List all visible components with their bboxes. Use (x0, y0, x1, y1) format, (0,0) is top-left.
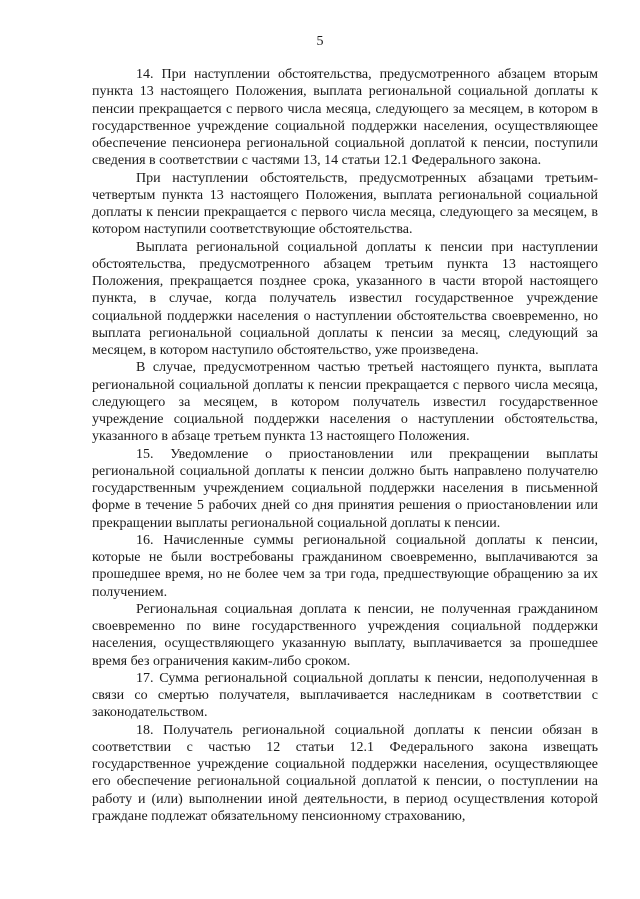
paragraph-14-part-4: В случае, предусмотренном частью третьей настоящего пункта, выплата региональной социальной доплаты к пенсии прекращается с первого числа месяца, следующего за месяцем, в котором получатель известил государственное учреждение социальной поддержки населения о наступлении обстоятельства, указанного в абзаце третьем пункта 13 настоящего Положения. (92, 360, 598, 445)
paragraph-15: 15. Уведомление о приостановлении или прекращении выплаты региональной социальной доплаты к пенсии должно быть направлено получателю государственным учреждением социальной поддержки населения в письменной форме в течение 5 рабочих дней со дня принятия решения о приостановлении или прекращении выплаты региональной социальной доплаты к пенсии. (92, 446, 598, 531)
body-text (92, 66, 598, 825)
paragraph-14-part-2: При наступлении обстоятельств, предусмотренных абзацами третьим-четвертым пункта 13 настоящего Положения, выплата региональной социальной доплаты к пенсии прекращается с первого числа месяца, следующего за месяцем, в котором наступили соответствующие обстоятельства. (92, 170, 598, 238)
paragraph-18: 18. Получатель региональной социальной доплаты к пенсии обязан в соответствии с частью 12 статьи 12.1 Федерального закона извещать государственное учреждение социальной поддержки населения, осуществляющее его обеспечение региональной социальной доплатой к пенсии, о поступлении на работу и (или) выполнении иной деятельности, в период осуществления которой граждане подлежат обязательному пенсионному страхованию, (92, 722, 598, 824)
paragraph-14-part-3: Выплата региональной социальной доплаты к пенсии при наступлении обстоятельства, предусмотренного абзацем третьим пункта 13 настоящего Положения, прекращается позднее срока, указанного в части второй настоящего пункта, в случае, когда получатель известил государственное учреждение социальной поддержки населения о наступлении обстоятельства своевременно, но выплата региональной социальной доплаты к пенсии за месяц, следующий за месяцем, в котором наступило обстоятельство, уже произведена. (92, 239, 598, 358)
paragraph-16: 16. Начисленные суммы региональной социальной доплаты к пенсии, которые не были востребованы гражданином своевременно, выплачиваются за прошедшее время, но не более чем за три года, предшествующие обращению за их получением. (92, 532, 598, 600)
page-number: 5 (316, 34, 324, 49)
paragraph-16-part-2: Региональная социальная доплата к пенсии, не полученная гражданином своевременно по вине государственного учреждения социальной поддержки населения, осуществляющего указанную выплату, выплачивается за прошедшее время без ограничения каким-либо сроком. (92, 601, 598, 669)
paragraph-14: 14. При наступлении обстоятельства, предусмотренного абзацем вторым пункта 13 настоящего Положения, выплата региональной социальной доплаты к пенсии прекращается с первого числа месяца, следующего за месяцем, в котором в государственное учреждение социальной поддержки населения, осуществляющее обеспечение пенсионера региональной социальной доплатой к пенсии, поступили сведения в соответствии с частями 13, 14 статьи 12.1 Федерального закона. (92, 67, 598, 169)
paragraph-17: 17. Сумма региональной социальной доплаты к пенсии, недополученная в связи со смертью получателя, выплачивается наследникам в соответствии с законодательством. (92, 670, 598, 721)
